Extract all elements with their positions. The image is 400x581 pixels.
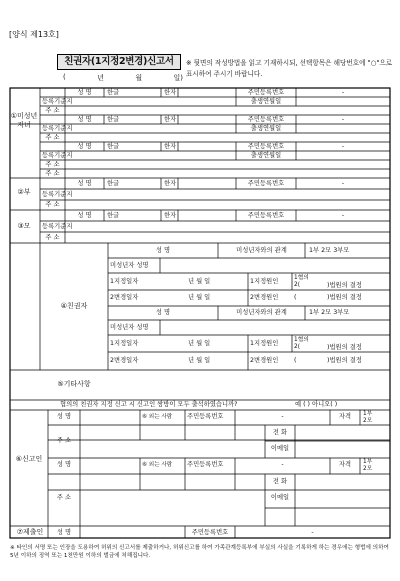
hangul-field[interactable]: 한글: [107, 89, 120, 96]
agreement-option[interactable]: 1협의: [294, 337, 309, 343]
designate-date-label: 1지정일자: [110, 278, 139, 285]
rrn-field[interactable]: -: [341, 116, 345, 123]
birth-label: 출생연월일: [250, 125, 282, 132]
name-label: 성 명: [56, 413, 72, 420]
hangul-field[interactable]: 한글: [107, 212, 120, 219]
registry-label: 등록기준지: [42, 98, 73, 105]
submitter-name-label: 성 명: [56, 529, 72, 536]
court-decision-text: )법원의 결정: [327, 282, 362, 289]
email-label: 이메일: [270, 445, 290, 452]
designate-date-field[interactable]: 년 월 일: [188, 340, 211, 347]
reporter-father-option[interactable]: 1부: [363, 411, 373, 417]
rrn-label: 주민등록번호: [187, 413, 224, 420]
change-date-label: 2변경일자: [110, 294, 139, 301]
change-date-field[interactable]: 년 월 일: [188, 294, 211, 301]
father-option[interactable]: 1부: [309, 247, 320, 254]
rrn-label: 주민등록번호: [247, 143, 285, 150]
hangul-field[interactable]: 한글: [107, 180, 120, 187]
cause-options[interactable]: [294, 337, 309, 350]
designate-cause-label: 1지정원인: [250, 278, 279, 285]
rrn-label: 주민등록번호: [247, 89, 285, 96]
address-label: 주 소: [56, 437, 72, 444]
address-label: 주 소: [45, 107, 60, 114]
change-date-field[interactable]: 년 월 일: [188, 357, 211, 364]
address-label: 주 소: [45, 201, 60, 208]
designate-cause-label: 1지정원인: [250, 340, 279, 347]
spouse-hint: ⑥ 외는 사람: [142, 414, 173, 420]
name-label: 성 명: [155, 309, 171, 316]
court-decision-text: )법원의 결정: [327, 344, 362, 351]
birth-label: 출생연월일: [250, 98, 282, 105]
qualification-label: 자격: [338, 461, 352, 468]
registry-label: 등록기준지: [42, 125, 73, 132]
registry-label: 등록기준지: [42, 191, 73, 198]
reporter-father-option[interactable]: 1부: [363, 459, 373, 465]
court-decision-text-2: )법원의 결정: [327, 357, 362, 364]
minor-name-label: 미성년자 성명: [110, 262, 149, 269]
registry-label: 등록기준지: [42, 152, 73, 159]
agreement-option[interactable]: 1협의: [294, 275, 309, 281]
relation-label: 미성년자와의 관계: [236, 309, 287, 316]
name-label: 성 명: [77, 212, 92, 219]
phone-label: 전 화: [272, 429, 288, 436]
relation-label: 미성년자와의 관계: [236, 247, 287, 254]
name-label: 성 명: [77, 143, 92, 150]
rrn-field[interactable]: -: [341, 212, 345, 219]
change-date-label: 2변경일자: [110, 357, 139, 364]
submitter-rrn-label: 주민등록번호: [191, 529, 229, 536]
change-cause-label: 2변경원인: [250, 294, 279, 301]
section-other-label: ⑤기타사항: [57, 380, 91, 388]
section-parental-label: ④친권자: [60, 302, 88, 310]
hanja-field[interactable]: 한자: [164, 143, 177, 150]
relation-options[interactable]: [309, 309, 349, 317]
hanja-field[interactable]: 한자: [164, 212, 177, 219]
form-title: 친권자(1지정2변경)신고서: [57, 54, 181, 70]
name-label: 성 명: [77, 116, 92, 123]
registry-label: 등록기준지: [42, 223, 73, 230]
rrn-field[interactable]: -: [341, 89, 345, 96]
hangul-field[interactable]: 한글: [107, 143, 120, 150]
change-cause-open: (: [294, 294, 297, 301]
cause-options[interactable]: [294, 275, 309, 288]
date-open: (: [63, 73, 66, 81]
rrn-field[interactable]: -: [341, 180, 345, 187]
section-submitter-label: ⑦제출인: [16, 528, 44, 536]
hangul-field[interactable]: 한글: [107, 116, 120, 123]
hanja-field[interactable]: 한자: [164, 180, 177, 187]
reporter-mother-option[interactable]: 2모: [363, 465, 373, 472]
court-decision-text-2: )법원의 결정: [327, 294, 362, 301]
qualification-options[interactable]: [363, 411, 372, 424]
minor-name-label: 미성년자 성명: [110, 324, 149, 331]
section-father-label: ②부: [17, 188, 31, 196]
hanja-field[interactable]: 한자: [164, 89, 177, 96]
address-label-extra: 주 소: [45, 170, 60, 177]
phone-label: 전 화: [272, 478, 288, 485]
address-label: 주 소: [45, 134, 60, 141]
date-year[interactable]: 년: [97, 74, 104, 82]
hanja-field[interactable]: 한자: [164, 116, 177, 123]
section-mother-label: ③모: [17, 222, 31, 230]
date-day[interactable]: 일): [173, 74, 183, 82]
parents-option[interactable]: 3부모: [333, 309, 350, 316]
designate-date-field[interactable]: 년 월 일: [188, 278, 211, 285]
address-label: 주 소: [45, 234, 60, 241]
change-cause-open: (: [294, 357, 297, 364]
mother-option[interactable]: 2모: [321, 247, 332, 254]
change-cause-label: 2변경원인: [250, 357, 279, 364]
rrn-field[interactable]: -: [281, 461, 284, 468]
form-number: [양식 제13호]: [9, 30, 59, 39]
qualification-options[interactable]: [363, 459, 372, 472]
court-option[interactable]: 2(: [294, 281, 300, 288]
date-month[interactable]: 월: [135, 74, 143, 82]
rrn-field[interactable]: -: [281, 413, 284, 420]
email-label: 이메일: [270, 494, 290, 501]
legal-footnote: ※ 타인의 서명 또는 인장을 도용하여 허위의 신고서를 제출하거나, 허위신고를 하여 가족관계등록부에 부실의 사실을 기록하게 하는 경우에는 형법에 의하여 5년 이하의 징역 또는 1천만원 이하의 벌금에 처해집니다.: [10, 545, 389, 559]
rrn-label: 주민등록번호: [247, 212, 285, 219]
mother-option[interactable]: 2모: [321, 309, 332, 316]
relation-options[interactable]: [309, 247, 349, 255]
instruction-notice: ※ 뒷면의 작성방법을 읽고 기재하시되, 선택항목은 해당번호에 "○"으로 표시하여 주시기 바랍니다.: [186, 59, 393, 78]
section-reporter-label: ⑥신고인: [15, 455, 43, 463]
designate-date-label: 1지정일자: [110, 340, 139, 347]
rrn-label: 주민등록번호: [247, 116, 285, 123]
rrn-label: 주민등록번호: [247, 180, 285, 187]
rrn-label: 주민등록번호: [187, 461, 224, 468]
name-label: 성 명: [77, 180, 92, 187]
name-label: 성 명: [155, 247, 171, 254]
name-label: 성 명: [77, 89, 92, 96]
address-label: 주 소: [56, 494, 72, 501]
father-option[interactable]: 1부: [309, 309, 320, 316]
section-minor-label: ①미성년자녀: [10, 112, 38, 129]
court-option[interactable]: 2(: [294, 343, 300, 350]
birth-label: 출생연월일: [250, 152, 282, 159]
parents-option[interactable]: 3부모: [333, 247, 350, 254]
submitter-rrn-field[interactable]: -: [311, 529, 314, 536]
qualification-label: 자격: [338, 413, 352, 420]
attendance-answer[interactable]: 예 ( ) 아니오( ): [295, 401, 338, 408]
rrn-field[interactable]: -: [341, 143, 345, 150]
address-label: 주 소: [45, 161, 60, 168]
spouse-hint: ⑥ 외는 사람: [142, 462, 173, 468]
reporter-mother-option[interactable]: 2모: [363, 417, 373, 424]
attendance-question: 협의의 친권자 지정 신고 시 신고인 쌍방이 모두 출석하였습니까?: [60, 401, 238, 408]
name-label: 성 명: [56, 461, 72, 468]
